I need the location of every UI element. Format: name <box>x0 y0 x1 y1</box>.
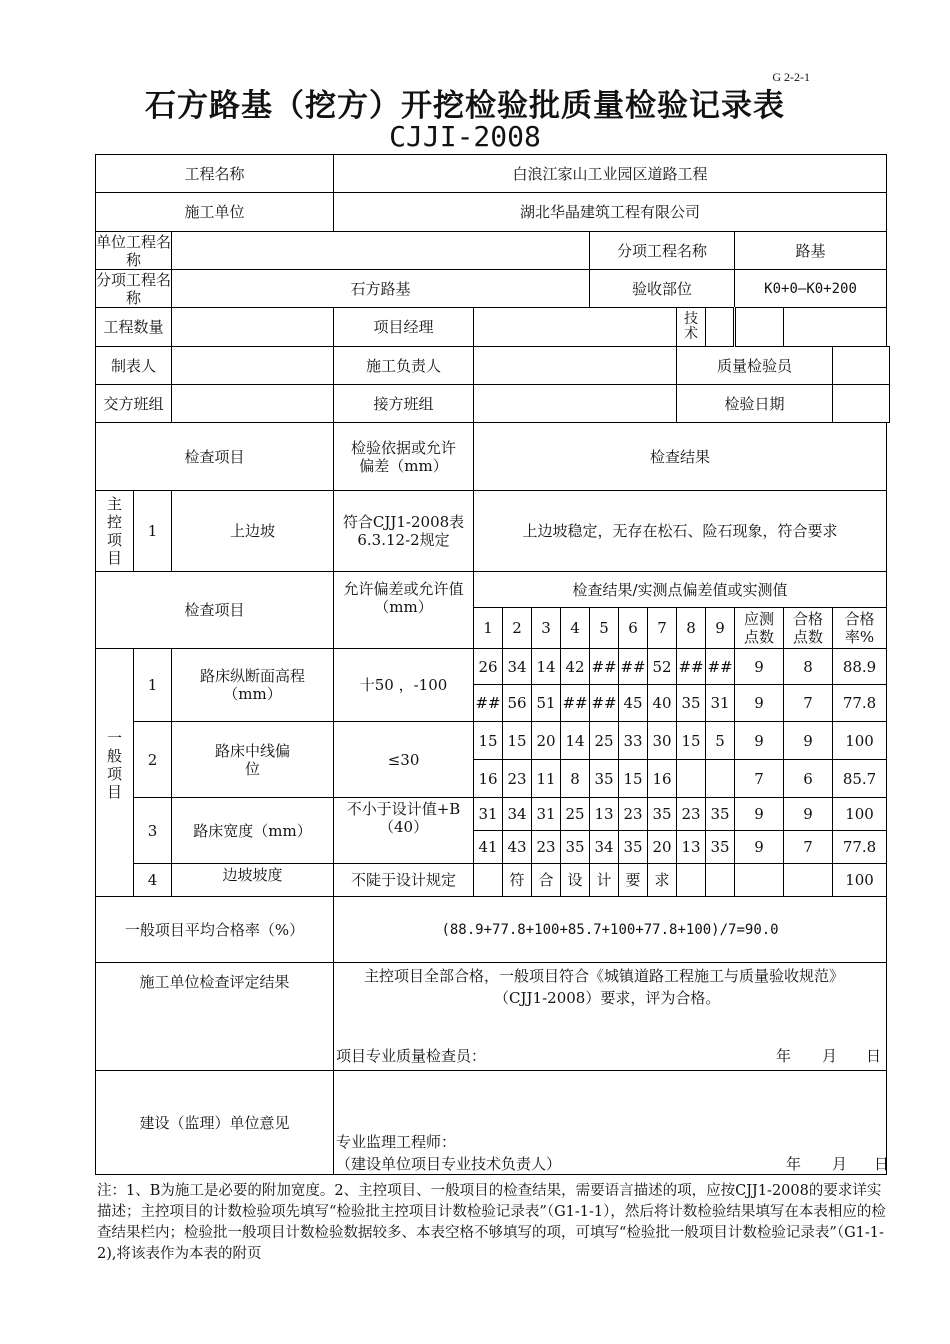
point-value: ## <box>474 685 503 722</box>
point-value: 20 <box>532 722 561 760</box>
project-name-label: 工程名称 <box>96 155 334 193</box>
acceptance-location-value: K0+0—K0+200 <box>735 270 887 308</box>
point-value: 15 <box>619 760 648 798</box>
general-item-tolerance: 不小于设计值+B（40） <box>334 798 474 864</box>
quantity-value <box>172 308 334 347</box>
point-header: 4 <box>561 608 590 649</box>
acceptance-location-label: 验收部位 <box>590 270 735 308</box>
main-control-group-label: 主控项目 <box>96 491 134 572</box>
point-value: 11 <box>532 760 561 798</box>
point-value <box>677 760 706 798</box>
point-value: 35 <box>590 760 619 798</box>
should-count-header: 应测点数 <box>735 608 784 649</box>
point-value: ## <box>561 685 590 722</box>
point-value: 15 <box>677 722 706 760</box>
construction-lead-value <box>474 347 677 385</box>
point-value: 合 <box>532 864 561 897</box>
preparer-label: 制表人 <box>96 347 172 385</box>
point-header: 1 <box>474 608 503 649</box>
eval-year: 年 <box>776 1047 792 1065</box>
point-value: 43 <box>503 831 532 864</box>
handover-team-value <box>172 385 334 423</box>
supervision-year: 年 <box>786 1155 802 1173</box>
general-item-name: 边坡坡度 <box>172 864 334 897</box>
point-value: 34 <box>503 798 532 831</box>
pass-rate: 100 <box>833 864 887 897</box>
qualified-count: 8 <box>784 649 833 685</box>
point-value: 35 <box>677 685 706 722</box>
construction-lead-label: 施工负责人 <box>334 347 474 385</box>
general-item-tolerance: 不陡于设计规定 <box>334 864 474 897</box>
tech-value-c <box>784 308 887 347</box>
general-item-name: 路床纵断面高程（mm） <box>172 649 334 722</box>
point-value: 要 <box>619 864 648 897</box>
supervision-cell <box>334 1071 890 1175</box>
qualified-count <box>784 864 833 897</box>
pass-rate: 100 <box>833 798 887 831</box>
point-value: 15 <box>503 722 532 760</box>
footnote: 注：1、B为施工是必要的附加宽度。2、主控项目、一般项目的检查结果，需要语言描述的项，应按CJJ1-2008的要求详实描述；主控项目的计数检验项先填写“检验批主控项目计数检验记录表”（G1-1-1），然后将计数检验结果填写在本表相应的检查结果栏内；检验批一般项目计数检验数据较多、本表空格不够填写的项，可填写“检验批一般项目计数检验记录表”（G1-1-2),将该表作为本表的附页 <box>97 1183 886 1262</box>
receiving-team-value <box>474 385 677 423</box>
point-value: ## <box>590 649 619 685</box>
project-name-value: 白浪江家山工业园区道路工程 <box>334 155 887 193</box>
point-header: 3 <box>532 608 561 649</box>
point-value: 设 <box>561 864 590 897</box>
tech-label: 技术 <box>677 308 706 347</box>
point-value: 52 <box>648 649 677 685</box>
handover-team-label: 交方班组 <box>96 385 172 423</box>
point-value <box>677 864 706 897</box>
point-value: 20 <box>648 831 677 864</box>
supervision-owner-sign: （建设单位项目专业技术负责人） <box>336 1155 562 1173</box>
general-check-item-header: 检查项目 <box>96 572 334 649</box>
point-value <box>706 864 735 897</box>
point-value: 35 <box>706 831 735 864</box>
point-value: 5 <box>706 722 735 760</box>
average-label: 一般项目平均合格率（%） <box>96 897 334 963</box>
point-value: 25 <box>561 798 590 831</box>
point-value: 35 <box>619 831 648 864</box>
form-title: 石方路基（挖方）开挖检验批质量检验记录表 <box>145 88 785 124</box>
point-value: 31 <box>706 685 735 722</box>
point-value: 23 <box>503 760 532 798</box>
rate-header: 合格率% <box>833 608 887 649</box>
should-count: 9 <box>735 798 784 831</box>
point-value: 23 <box>677 798 706 831</box>
main-check-item-header: 检查项目 <box>96 423 334 491</box>
pass-rate: 100 <box>833 722 887 760</box>
point-value: ## <box>619 649 648 685</box>
point-value: 23 <box>619 798 648 831</box>
sub-project-value: 路基 <box>735 232 887 270</box>
point-value: 求 <box>648 864 677 897</box>
point-header: 8 <box>677 608 706 649</box>
point-value: 14 <box>532 649 561 685</box>
qualified-count: 7 <box>784 685 833 722</box>
general-item-no: 4 <box>134 864 172 897</box>
general-item-tolerance: ≤30 <box>334 722 474 798</box>
point-value: 34 <box>503 649 532 685</box>
point-value: ## <box>706 649 735 685</box>
general-item-no: 3 <box>134 798 172 864</box>
construction-eval-label: 施工单位检查评定结果 <box>96 963 334 1071</box>
supervision-month: 月 <box>832 1155 848 1173</box>
main-result-header: 检查结果 <box>474 423 887 491</box>
construction-eval-text-2: （CJJ1-2008）要求，评为合格。 <box>494 989 721 1007</box>
eval-day: 日 <box>866 1047 882 1065</box>
unit-project-value <box>172 232 590 270</box>
point-value: 34 <box>590 831 619 864</box>
point-value: 15 <box>474 722 503 760</box>
point-value: 41 <box>474 831 503 864</box>
tech-value-a <box>706 308 735 347</box>
supervision-label: 建设（监理）单位意见 <box>96 1071 334 1175</box>
point-value: 56 <box>503 685 532 722</box>
form-subtitle: CJJI-2008 <box>389 120 541 153</box>
point-value: 35 <box>561 831 590 864</box>
qualified-count: 9 <box>784 722 833 760</box>
point-value: 8 <box>561 760 590 798</box>
unit-project-label: 单位工程名称 <box>96 232 172 269</box>
should-count: 9 <box>735 685 784 722</box>
point-value <box>706 760 735 798</box>
qualified-count: 7 <box>784 831 833 864</box>
point-value: ## <box>590 685 619 722</box>
point-value: 40 <box>648 685 677 722</box>
contractor-label: 施工单位 <box>96 193 334 232</box>
pass-rate: 85.7 <box>833 760 887 798</box>
point-value: 26 <box>474 649 503 685</box>
item-project-label: 分项工程名称 <box>96 270 172 307</box>
general-item-tolerance: 十50 ，-100 <box>334 649 474 722</box>
point-value <box>474 864 503 897</box>
form-code: G 2-2-1 <box>772 70 810 84</box>
point-value: 33 <box>619 722 648 760</box>
main-control-basis: 符合CJJ1-2008表6.3.12-2规定 <box>334 491 474 572</box>
point-header: 9 <box>706 608 735 649</box>
point-value: 13 <box>590 798 619 831</box>
point-value: 30 <box>648 722 677 760</box>
contractor-value: 湖北华晶建筑工程有限公司 <box>334 193 887 232</box>
pass-rate: 77.8 <box>833 831 887 864</box>
point-value: 符 <box>503 864 532 897</box>
point-value: 51 <box>532 685 561 722</box>
preparer-value <box>172 347 334 385</box>
eval-month: 月 <box>822 1047 838 1065</box>
general-group-label: 一般项目 <box>96 649 134 897</box>
quantity-label: 工程数量 <box>96 308 172 347</box>
point-header: 6 <box>619 608 648 649</box>
sub-project-label: 分项工程名称 <box>590 232 735 270</box>
general-item-name: 路床中线偏位 <box>172 722 334 798</box>
general-item-name: 路床宽度（mm） <box>172 798 334 864</box>
point-value: ## <box>677 649 706 685</box>
point-value: 42 <box>561 649 590 685</box>
quality-inspector-sign: 项目专业质量检查员： <box>336 1047 487 1065</box>
point-value: 23 <box>532 831 561 864</box>
point-value: 35 <box>706 798 735 831</box>
pass-rate: 88.9 <box>833 649 887 685</box>
supervision-day: 日 <box>874 1155 890 1173</box>
should-count <box>735 864 784 897</box>
inspection-record-table <box>95 154 890 1175</box>
inspection-date-label: 检验日期 <box>677 385 833 423</box>
point-header: 5 <box>590 608 619 649</box>
point-value: 14 <box>561 722 590 760</box>
qualified-count-header: 合格点数 <box>784 608 833 649</box>
item-project-value: 石方路基 <box>172 270 590 308</box>
main-basis-header: 检验依据或允许偏差（mm） <box>334 423 474 491</box>
receiving-team-label: 接方班组 <box>334 385 474 423</box>
construction-eval-cell <box>334 963 887 1071</box>
quality-inspector-label: 质量检验员 <box>677 347 833 385</box>
point-header: 2 <box>503 608 532 649</box>
point-value: 16 <box>648 760 677 798</box>
point-value: 45 <box>619 685 648 722</box>
qualified-count: 9 <box>784 798 833 831</box>
general-item-no: 1 <box>134 649 172 722</box>
tech-value-b <box>735 308 784 347</box>
general-item-no: 2 <box>134 722 172 798</box>
point-value: 16 <box>474 760 503 798</box>
quality-inspector-value <box>833 347 890 385</box>
general-tolerance-header: 允许偏差或允许值 （mm） <box>334 572 474 649</box>
project-manager-value <box>474 308 677 347</box>
point-value: 35 <box>648 798 677 831</box>
average-formula: (88.9+77.8+100+85.7+100+77.8+100)/7=90.0 <box>334 897 887 963</box>
should-count: 9 <box>735 831 784 864</box>
point-value: 31 <box>474 798 503 831</box>
point-value: 31 <box>532 798 561 831</box>
main-control-item: 上边坡 <box>172 491 334 572</box>
main-control-row-no: 1 <box>134 491 172 572</box>
general-result-header: 检查结果/实测点偏差值或实测值 <box>474 572 887 608</box>
point-value: 计 <box>590 864 619 897</box>
point-header: 7 <box>648 608 677 649</box>
point-value: 13 <box>677 831 706 864</box>
project-manager-label: 项目经理 <box>334 308 474 347</box>
should-count: 9 <box>735 649 784 685</box>
inspection-date-value <box>833 385 890 423</box>
pass-rate: 77.8 <box>833 685 887 722</box>
should-count: 7 <box>735 760 784 798</box>
point-value: 25 <box>590 722 619 760</box>
construction-eval-text-1: 主控项目全部合格，一般项目符合《城镇道路工程施工与质量验收规范》 <box>364 967 845 985</box>
qualified-count: 6 <box>784 760 833 798</box>
main-control-result: 上边坡稳定，无存在松石、险石现象，符合要求 <box>474 491 887 572</box>
supervision-engineer-sign: 专业监理工程师： <box>336 1133 457 1151</box>
should-count: 9 <box>735 722 784 760</box>
